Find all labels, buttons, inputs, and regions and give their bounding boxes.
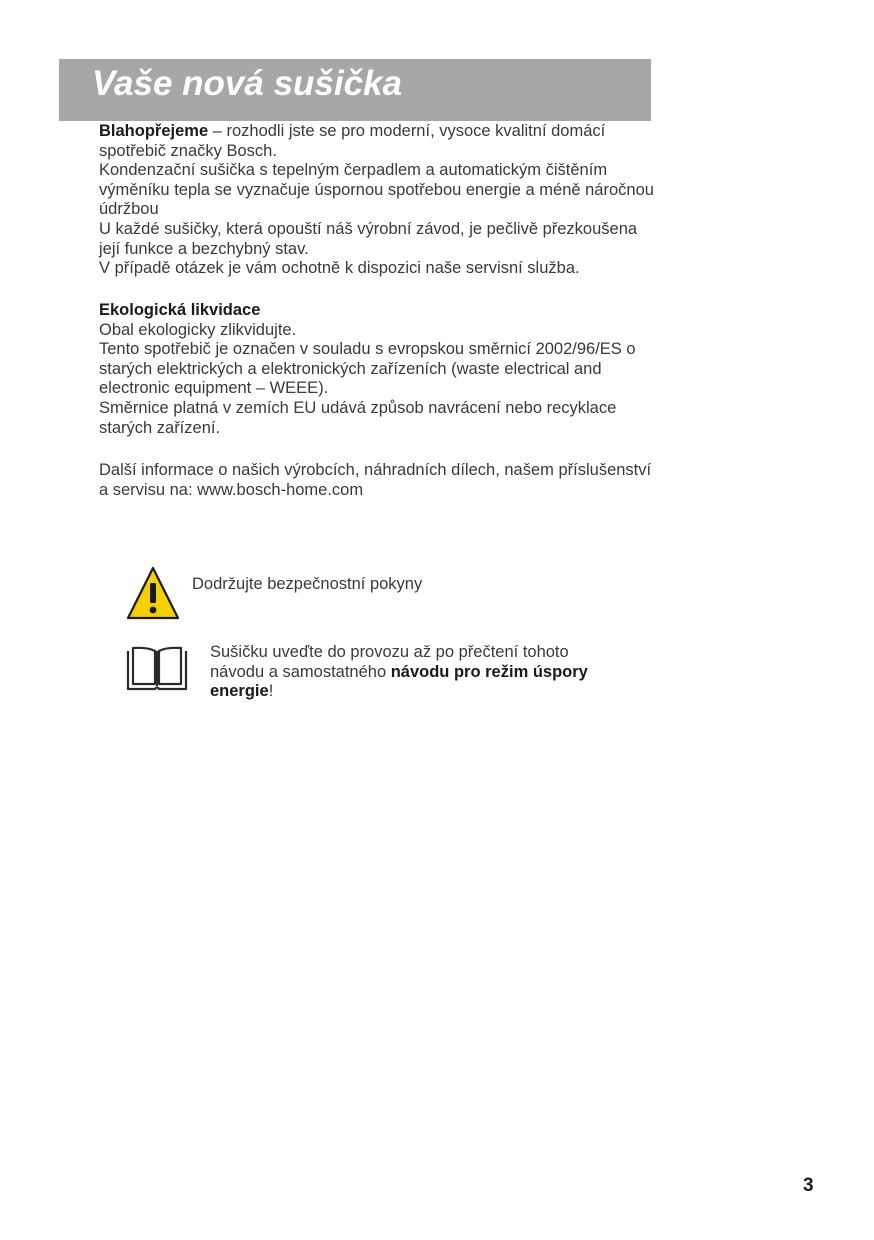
manual-text-bold: návodu pro režim úspory energie: [210, 662, 588, 701]
eco-heading-text: Ekologická likvidace: [99, 301, 261, 319]
intro-paragraph-1: [99, 122, 659, 161]
manual-text-end: !: [268, 682, 274, 701]
intro-paragraph-4: V případě otázek je vám ochotně k dispozici naše servisní služba.: [99, 259, 580, 278]
page-number: 3: [803, 1175, 814, 1196]
warning-triangle-icon: [126, 566, 180, 620]
eco-paragraph-1: Obal ekologicky zlikvidujte.: [99, 320, 297, 339]
intro-paragraph-3: U každé sušičky, která opouští náš výrobní závod, je pečlivě přezkoušena její funkce a bezchybný stav.: [99, 219, 638, 258]
intro-lead-rest: – rozhodli jste se pro moderní, vysoce kvalitní domácí spotřebič značky Bosch.: [99, 122, 606, 160]
eco-paragraph-3: Směrnice platná v zemích EU udává způsob navrácení nebo recyklace starých zařízení.: [99, 398, 617, 437]
more-info-paragraph: Další informace o našich výrobcích, náhradních dílech, našem příslušenství a servisu na: www.bosch-home.com: [99, 461, 652, 499]
title-bar: [59, 59, 651, 121]
intro-lead-bold: Blahopřejeme: [99, 122, 209, 140]
warning-text: Dodržujte bezpečnostní pokyny: [192, 575, 423, 593]
eco-section: [99, 301, 659, 438]
intro-section: [99, 122, 659, 279]
intro-paragraph-2: Kondenzační sušička s tepelným čerpadlem a automatickým čištěním výměníku tepla se vyznačuje úspornou spotřebou energie a méně náročnou údržbou: [99, 161, 654, 219]
eco-paragraph-2: Tento spotřebič je označen v souladu s evropskou směrnicí 2002/96/ES o starých elektrických a elektronických zařízeních (waste electrical and electronic equipment – WEEE).: [99, 340, 636, 398]
page-title: Vaše nová sušička: [92, 64, 403, 103]
manual-notice-text: [210, 643, 590, 702]
open-book-icon: [126, 645, 188, 691]
eco-heading: [99, 301, 659, 321]
more-info-section: [99, 461, 659, 500]
manual-text-start: Sušičku uveďte do provozu až po přečtení tohoto návodu a samostatného: [210, 643, 569, 681]
